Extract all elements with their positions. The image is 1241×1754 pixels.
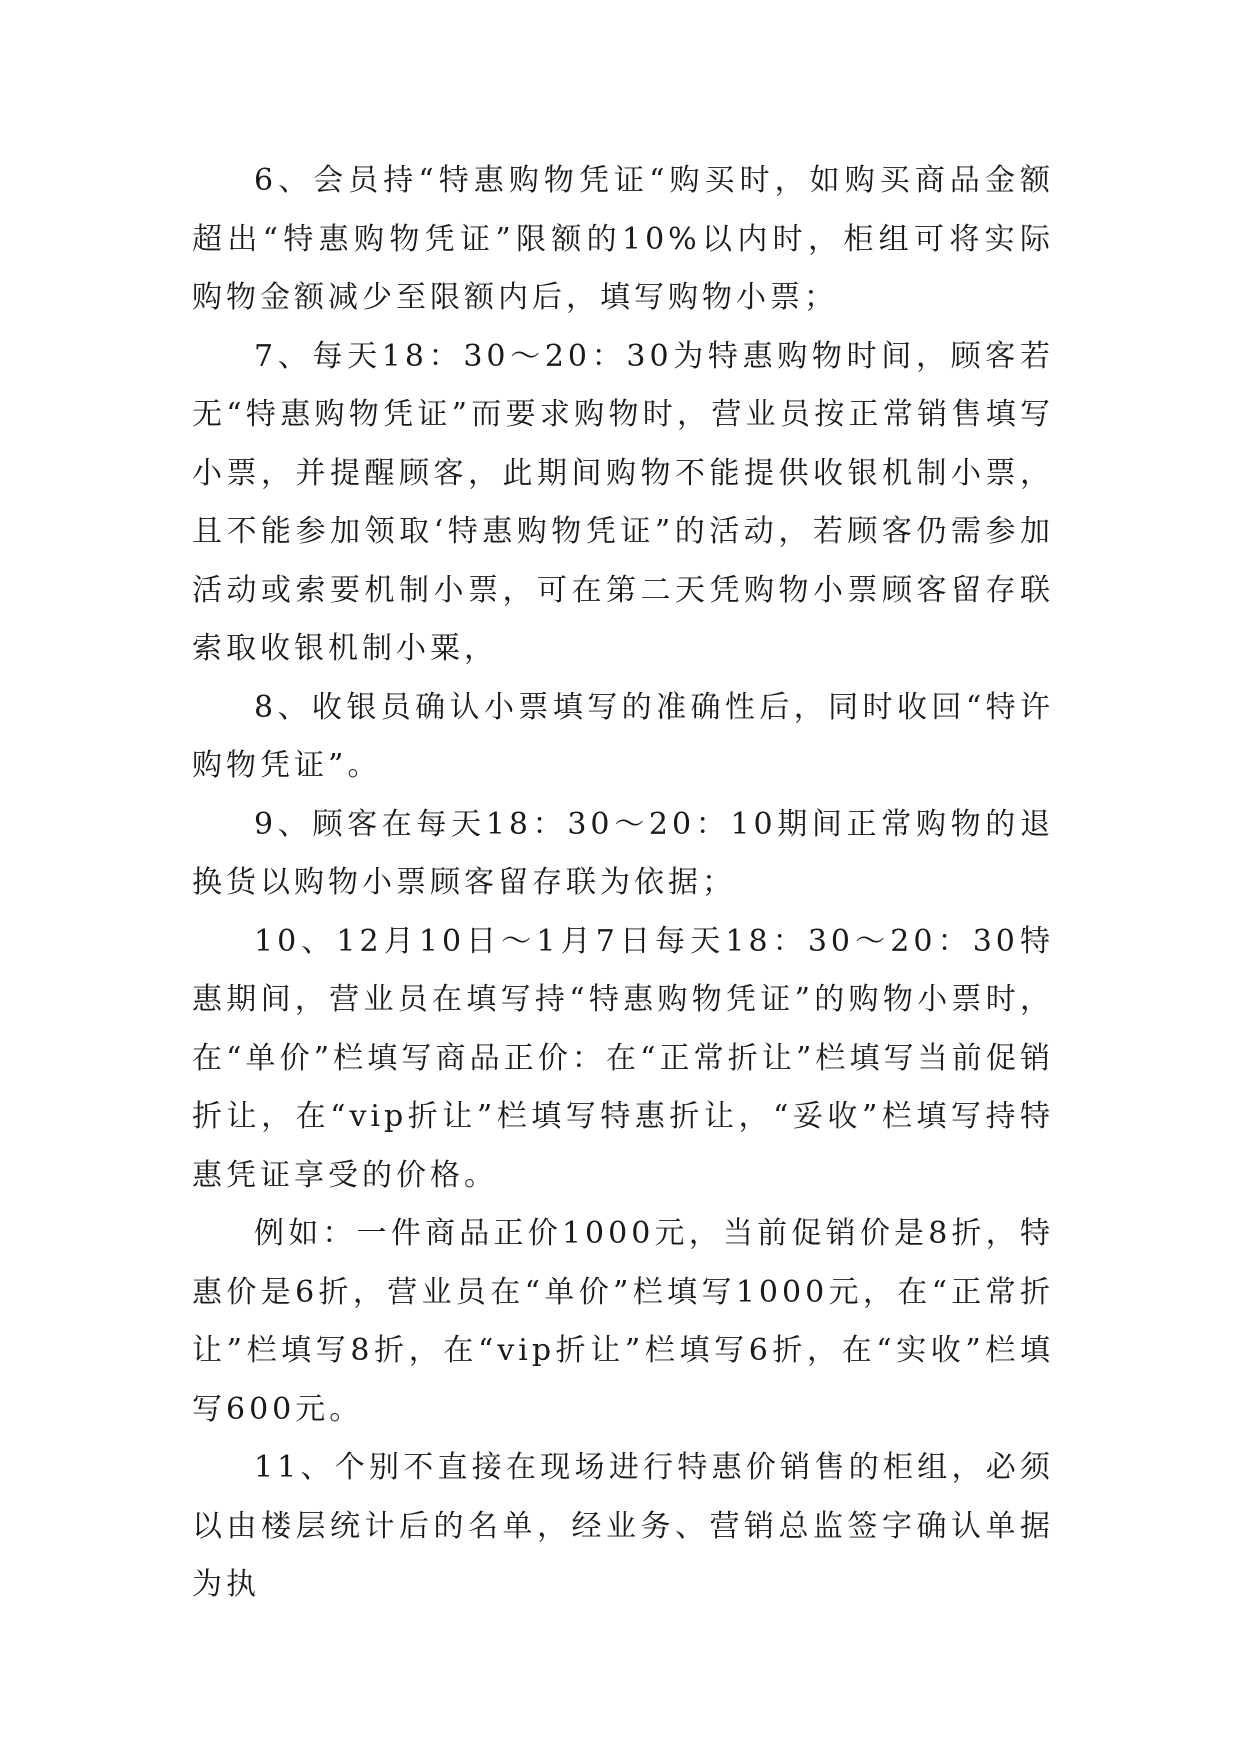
paragraph-item-10: 10、12月10日～1月7日每天18：30～20：30特惠期间，营业员在填写持“特惠购物凭证”的购物小票时，在“单价”栏填写商品正价：在“正常折让”栏填写当前促销折让，在“vip折让”栏填写特惠折让，“妥收”栏填写持特惠凭证享受的价格。 <box>192 923 1054 1193</box>
paragraph-example: 例如：一件商品正价1000元，当前促销价是8折，特惠价是6折，营业员在“单价”栏填写1000元，在“正常折让”栏填写8折，在“vip折让”栏填写6折，在“实收”栏填写600元。 <box>192 1216 1054 1427</box>
document-body <box>192 152 1054 1615</box>
paragraph-item-11: 11、个别不直接在现场进行特惠价销售的柜组，必须以由楼层统计后的名单，经业务、营销总监签字确认单据为执 <box>192 1450 1054 1602</box>
paragraph-item-9: 9、顾客在每天18：30～20：10期间正常购物的退换货以购物小票顾客留存联为依据； <box>192 806 1054 900</box>
paragraph-item-6: 6、会员持“特惠购物凭证“购买时，如购买商品金额超出“特惠购物凭证”限额的10%以内时，柜组可将实际购物金额减少至限额内后，填写购物小票； <box>192 163 1054 315</box>
paragraph-item-7: 7、每天18：30～20：30为特惠购物时间，顾客若无“特惠购物凭证”而要求购物时，营业员按正常销售填写小票，并提醒顾客，此期间购物不能提供收银机制小票，且不能参加领取‘特惠购物凭证”的活动，若顾客仍需参加活动或索要机制小票，可在第二天凭购物小票顾客留存联索取收银机制小粟， <box>192 338 1054 666</box>
paragraph-item-8: 8、收银员确认小票填写的准确性后，同时收回“特许购物凭证”。 <box>192 689 1054 783</box>
